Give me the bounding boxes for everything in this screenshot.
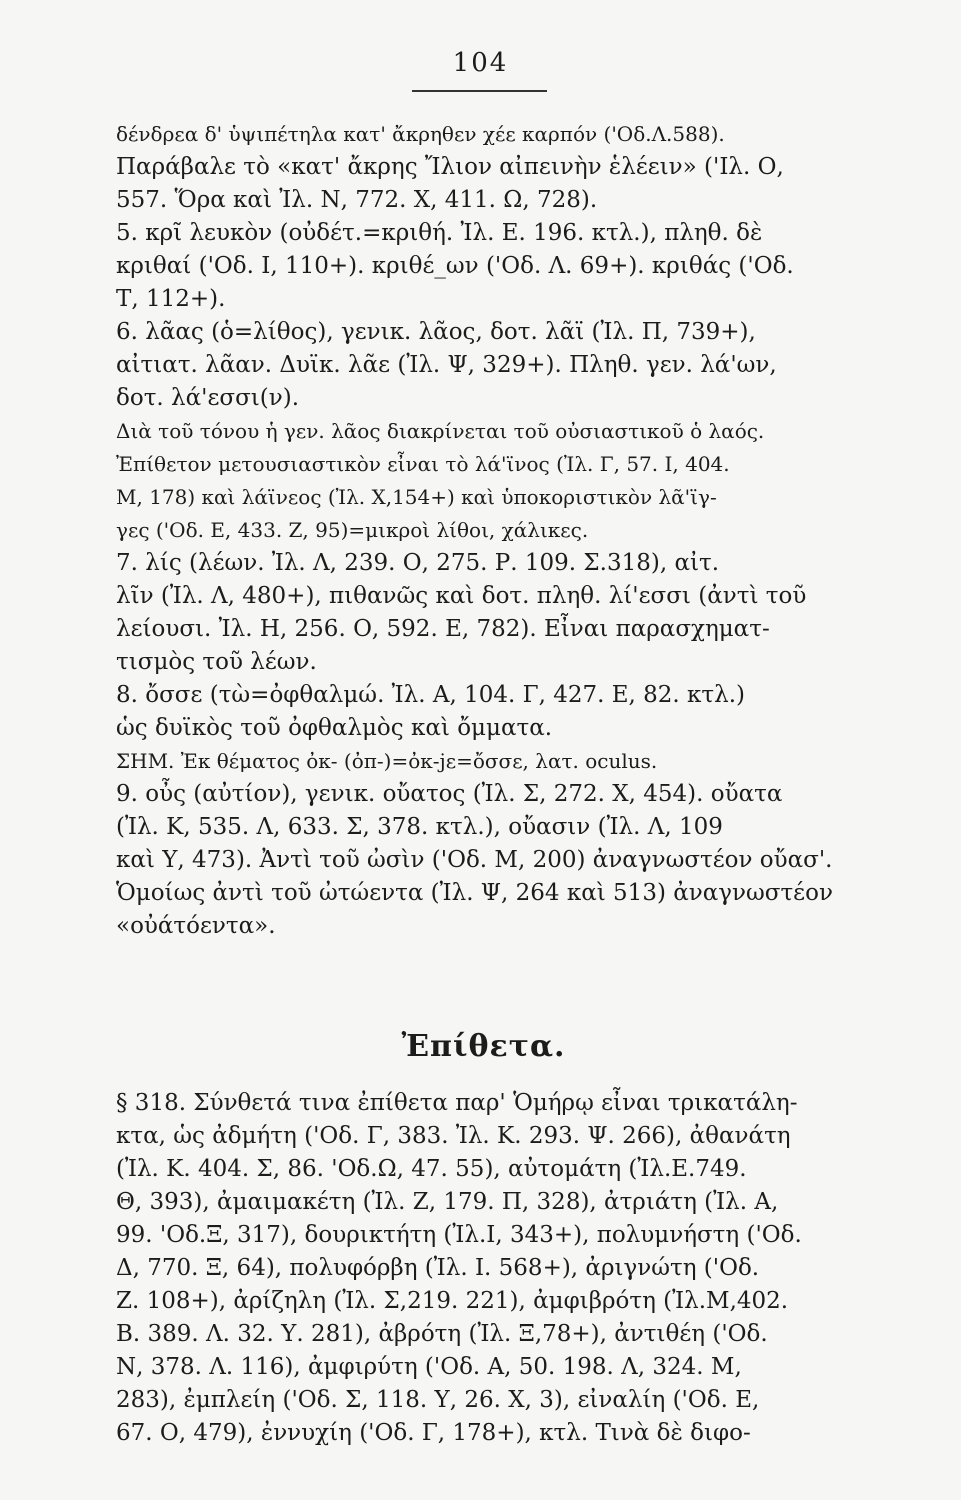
paragraph-block-bottom (116, 1087, 851, 1450)
text-line: Τ, 112+). (116, 286, 226, 312)
text-line: (Ἰλ. Κ. 404. Σ, 86. 'Οδ.Ω, 47. 55), αὐτομάτη (Ἰλ.Ε.749. (116, 1156, 747, 1182)
paragraph-block-top (116, 118, 851, 943)
text-line: τισμὸς τοῦ λέων. (116, 649, 317, 675)
text-line: Θ, 393), ἀμαιμακέτη (Ἰλ. Ζ, 179. Π, 328), ἀτριάτη (Ἰλ. Α, (116, 1189, 779, 1215)
text-line: (Ἰλ. Κ, 535. Λ, 633. Σ, 378. κτλ.), οὔασιν (Ἰλ. Λ, 109 (116, 814, 723, 840)
text-line: λῖν (Ἰλ. Λ, 480+), πιθανῶς καὶ δοτ. πληθ. λί'εσσι (ἀντὶ τοῦ (116, 583, 807, 609)
text-line: κριθαί ('Οδ. Ι, 110+). κριθέ_ων ('Οδ. Λ. 69+). κριθάς ('Οδ. (116, 253, 794, 279)
text-line: αἰτιατ. λᾶαν. Δυϊκ. λᾶε (Ἰλ. Ψ, 329+). Πληθ. γεν. λά'ων, (116, 352, 777, 378)
text-line: 9. οὖς (αὐτίον), γενικ. οὔατος (Ἰλ. Σ, 272. Χ, 454). οὔατα (116, 781, 783, 807)
text-line: 283), ἐμπλείη ('Οδ. Σ, 118. Υ, 26. Χ, 3), εἰναλίη ('Οδ. Ε, (116, 1387, 760, 1413)
text-line: καὶ Υ, 473). Ἀντὶ τοῦ ὠσὶν ('Οδ. Μ, 200) ἀναγνωστέον οὔασ'. (116, 847, 833, 873)
text-line: Ἐπίθετον μετουσιαστικὸν εἶναι τὸ λά'ϊνος (Ἰλ. Γ, 57. Ι, 404. (116, 452, 730, 476)
text-line: «οὐάτόεντα». (116, 913, 276, 939)
text-line: Ὁμοίως ἀντὶ τοῦ ὠτώεντα (Ἰλ. Ψ, 264 καὶ 513) ἀναγνωστέον (116, 880, 833, 906)
text-line: ὡς δυϊκὸς τοῦ ὀφθαλμὸς καὶ ὄμματα. (116, 715, 553, 741)
section-heading: Ἐπίθετα. (401, 1029, 566, 1064)
page-body (116, 118, 851, 1450)
text-line: Ν, 378. Λ. 116), ἀμφιρύτη ('Οδ. Α, 50. 198. Λ, 324. Μ, (116, 1354, 742, 1380)
text-line: § 318. Σύνθετά τινα ἐπίθετα παρ' Ὁμήρῳ εἶναι τρικατάλη- (116, 1090, 798, 1116)
text-line: λείουσι. Ἰλ. Η, 256. Ο, 592. Ε, 782). Εἶναι παρασχηματ- (116, 616, 770, 642)
text-line: Β. 389. Λ. 32. Υ. 281), ἀβρότη (Ἰλ. Ξ,78+), ἀντιθέη ('Οδ. (116, 1321, 768, 1347)
text-line: 67. Ο, 479), ἐννυχίη ('Οδ. Γ, 178+), κτλ. Τινὰ δὲ διφο- (116, 1420, 751, 1446)
text-line: 7. λίς (λέων. Ἰλ. Λ, 239. Ο, 275. Ρ. 109. Σ.318), αἰτ. (116, 550, 720, 576)
text-line: 5. κρῖ λευκὸν (οὐδέτ.=κριθή. Ἰλ. Ε. 196. κτλ.), πληθ. δὲ (116, 220, 763, 246)
text-line: 99. 'Οδ.Ξ, 317), δουρικτήτη (Ἰλ.Ι, 343+), πολυμνήστη ('Οδ. (116, 1222, 802, 1248)
page-number-rule (412, 90, 547, 92)
text-line: δένδρεα δ' ὑψιπέτηλα κατ' ἄκρηθεν χέε καρπόν ('Οδ.Λ.588). (116, 122, 725, 146)
text-line: Ζ. 108+), ἀρίζηλη (Ἰλ. Σ,219. 221), ἀμφιβρότη (Ἰλ.Μ,402. (116, 1288, 789, 1314)
text-line: Μ, 178) καὶ λάϊνεος (Ἰλ. Χ,154+) καὶ ὑποκοριστικὸν λᾶ'ϊγ- (116, 485, 717, 509)
text-line: Δ, 770. Ξ, 64), πολυφόρβη (Ἰλ. Ι. 568+), ἀριγνώτη ('Οδ. (116, 1255, 760, 1281)
text-line: γες ('Οδ. Ε, 433. Ζ, 95)=μικροὶ λίθοι, χάλικες. (116, 518, 589, 542)
page-number: 104 (452, 48, 509, 78)
text-line: Διὰ τοῦ τόνου ἡ γεν. λᾶος διακρίνεται τοῦ οὐσιαστικοῦ ὁ λαός. (116, 419, 765, 443)
text-line: δοτ. λά'εσσι(ν). (116, 385, 300, 411)
text-line: ΣΗΜ. Ἐκ θέματος ὀκ- (ὀπ-)=ὀκ-jε=ὄσσε, λατ. oculus. (116, 749, 658, 773)
text-line: Παράβαλε τὸ «κατ' ἄκρης Ἴλιον αἰπεινὴν ἑλέειν» ('Ιλ. Ο, (116, 154, 784, 180)
text-line: 8. ὄσσε (τὼ=ὀφθαλμώ. Ἰλ. Α, 104. Γ, 427. Ε, 82. κτλ.) (116, 682, 745, 708)
text-line: 6. λᾶας (ὁ=λίθος), γενικ. λᾶος, δοτ. λᾶϊ (Ἰλ. Π, 739+), (116, 319, 756, 345)
text-line: 557. Ὅρα καὶ Ἰλ. Ν, 772. Χ, 411. Ω, 728). (116, 187, 598, 213)
text-line: κτα, ὡς ἀδμήτη ('Οδ. Γ, 383. Ἰλ. Κ. 293. Ψ. 266), ἀθανάτη (116, 1123, 791, 1149)
